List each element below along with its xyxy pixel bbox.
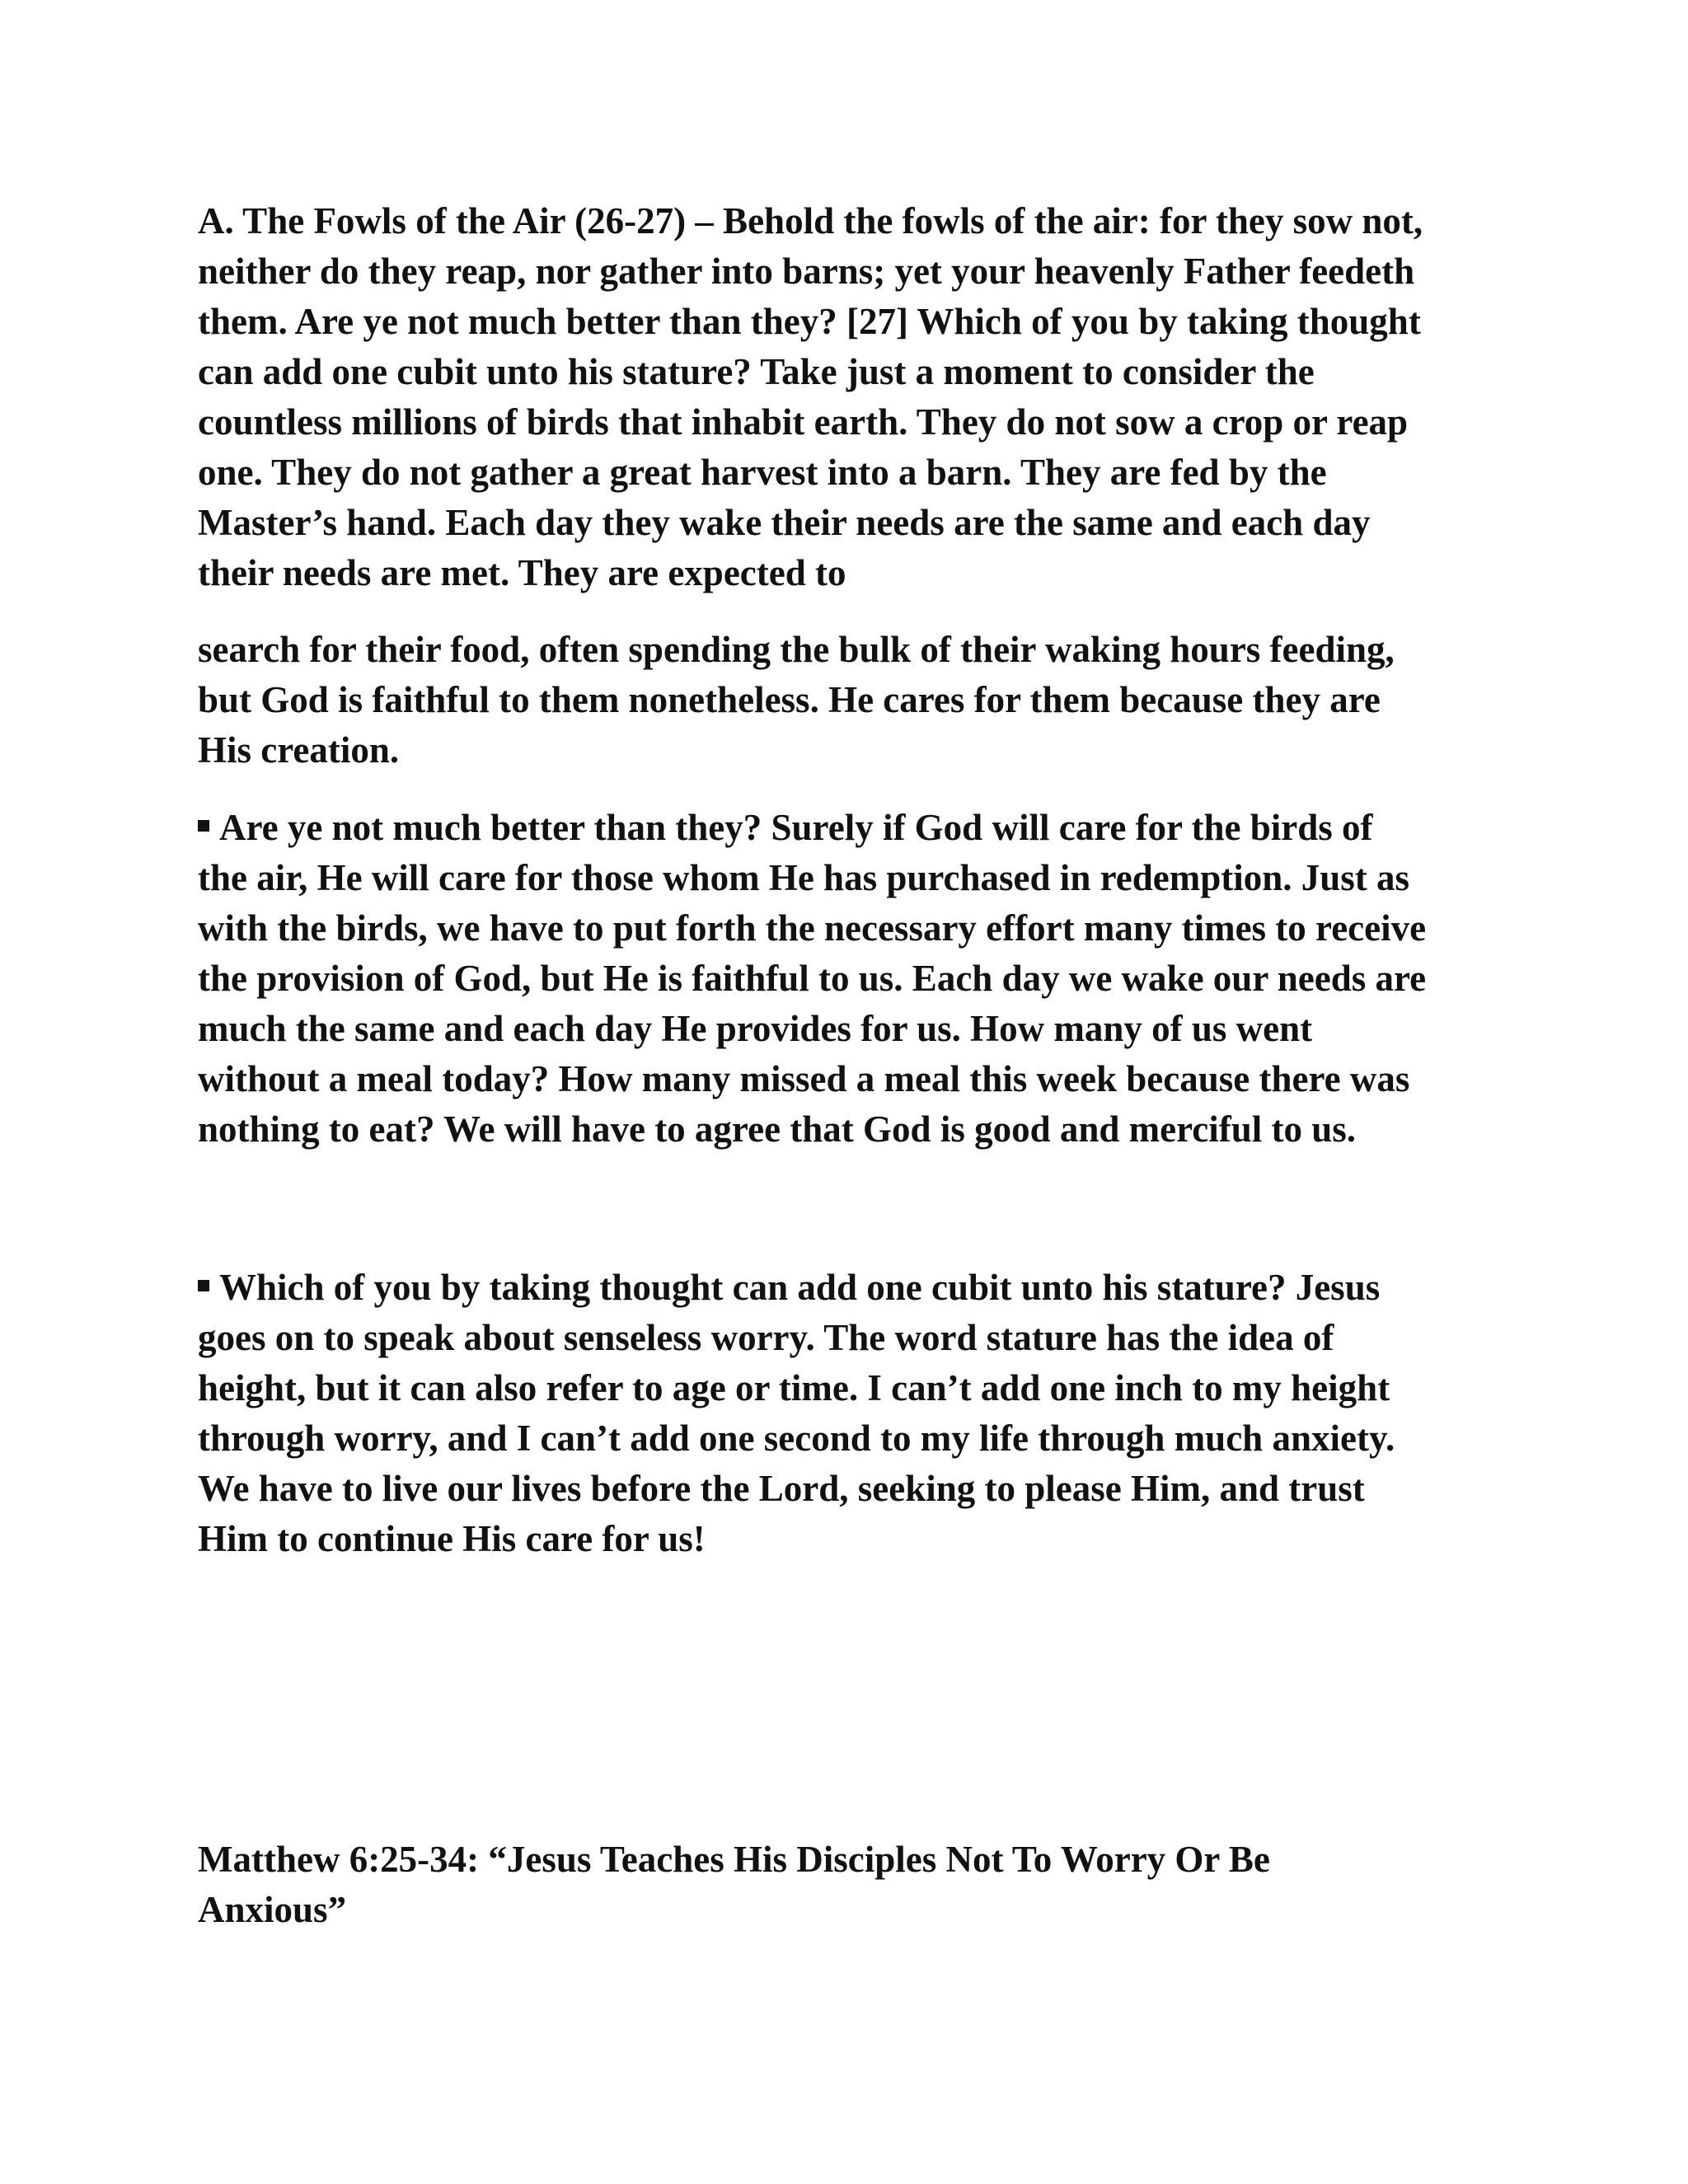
bullet-text: Are ye not much better than they? Surely if God will care for the birds of the air, He will care for those whom He has purchased in redemption. Just as with the birds, we have to put forth the necessary effort many times to receive the provision of God, but He is faithful to us. Each day we wake our needs are much the same and each day He provides for us. How many of us went without a meal today? How many missed a meal this week because there was nothing to eat? We will have to agree that God is good and merciful to us. bbox=[198, 807, 1427, 1150]
bullet-paragraph-better-than-they bbox=[198, 803, 1484, 1155]
paragraph-search-for-food: search for their food, often spending the bulk of their waking hours feeding, but God is faithful to them nonetheless. He cares for them because they are His creation. bbox=[198, 629, 1395, 771]
paragraph-fowls-of-the-air: A. The Fowls of the Air (26-27) – Behold the fowls of the air: for they sow not, neither do they reap, nor gather into barns; yet your heavenly Father feedeth them. Are ye not much better than they? [27] Which of you by taking thought can add one cubit unto his stature? Take just a moment to consider the countless millions of birds that inhabit earth. They do not sow a crop or reap one. They do not gather a great harvest into a barn. They are fed by the Master’s hand. Each day they wake their needs are the same and each day their needs are met. They are expected to bbox=[198, 200, 1423, 593]
square-bullet-icon bbox=[198, 820, 209, 832]
bullet-text: Which of you by taking thought can add one cubit unto his stature? Jesus goes on to speak about senseless worry. The word stature has the idea of height, but it can also refer to age or time. I can’t add one inch to my height through worry, and I can’t add one second to my life through much anxiety. We have to live our lives before the Lord, seeking to please Him, and trust Him to continue His care for us! bbox=[198, 1267, 1395, 1559]
footer-heading: Matthew 6:25-34: “Jesus Teaches His Disciples Not To Worry Or Be Anxious” bbox=[198, 1839, 1270, 1930]
bullet-paragraph-taking-thought bbox=[198, 1263, 1484, 1564]
square-bullet-icon bbox=[198, 1280, 209, 1291]
